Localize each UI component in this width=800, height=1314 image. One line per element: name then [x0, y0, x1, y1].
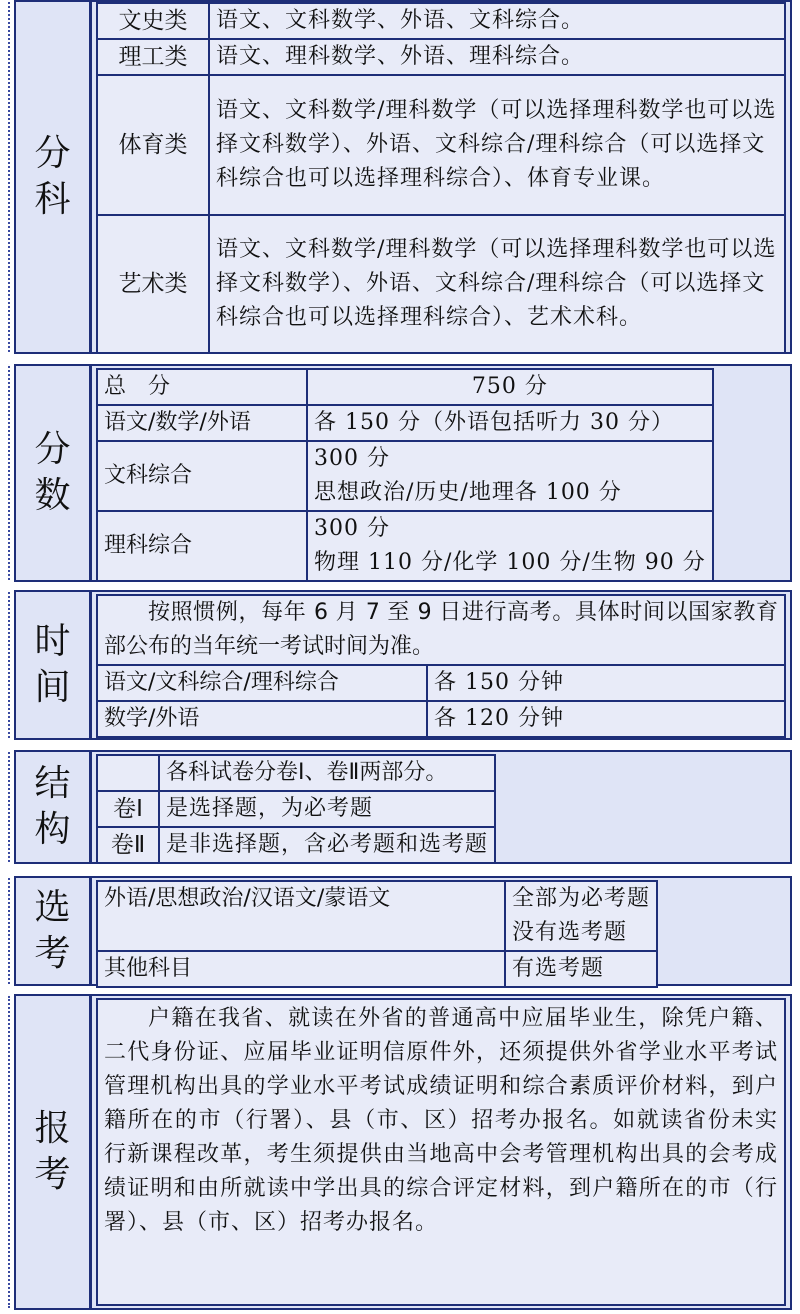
- fenke-table: [96, 2, 786, 354]
- section-xuankao: [14, 876, 792, 986]
- xuankao-table: [96, 880, 658, 988]
- paper-part-desc: 是非选择题，含必考题和选考题: [159, 827, 495, 863]
- fenshu-table: [96, 368, 714, 582]
- structure-intro: 各科试卷分卷Ⅰ、卷Ⅱ两部分。: [159, 755, 495, 791]
- score-value: [307, 369, 713, 405]
- section-label-jiegou: [16, 752, 92, 862]
- section-label-fenke: [16, 2, 92, 352]
- table-row: [97, 3, 785, 39]
- table-row: [97, 75, 785, 215]
- table-row: [97, 39, 785, 75]
- score-line: 300 分: [314, 516, 390, 541]
- section-label-baokao: [16, 996, 92, 1308]
- table-row: [97, 441, 713, 511]
- label-char: 结: [34, 763, 71, 804]
- score-line: 750 分: [471, 374, 548, 399]
- time-intro: 按照惯例，每年 6 月 7 至 9 日进行高考。具体时间以国家教育部公布的当年统一考试时间为准。: [97, 595, 785, 665]
- section-label-shijian: [16, 592, 92, 738]
- subject-name: 文科综合: [97, 441, 307, 511]
- subject-name: 语文/文科综合/理科综合: [97, 665, 427, 701]
- subject-name: 总 分: [97, 369, 307, 405]
- section-label-xuankao: [16, 878, 92, 984]
- label-char: 时: [34, 621, 71, 662]
- score-value: [307, 405, 713, 441]
- category-name: 艺术类: [97, 215, 209, 353]
- blank-cell: [97, 755, 159, 791]
- table-row: [97, 951, 657, 987]
- label-char: 数: [34, 475, 71, 516]
- elective-line: 全部为必考题: [512, 886, 651, 911]
- duration-value: 各 150 分钟: [427, 665, 785, 701]
- table-row: [97, 701, 785, 737]
- jiegou-table: [96, 754, 496, 864]
- elective-value: [505, 881, 657, 951]
- label-char: 分: [34, 429, 71, 470]
- table-row: [97, 881, 657, 951]
- category-content: 语文、文科数学/理科数学（可以选择理科数学也可以选择文科数学）、外语、文科综合/理科综合（可以选择文科综合也可以选择理科综合）、艺术术科。: [209, 215, 785, 353]
- category-name: 体育类: [97, 75, 209, 215]
- table-row: [97, 369, 713, 405]
- shijian-table: [96, 594, 786, 738]
- subject-name: 外语/思想政治/汉语文/蒙语文: [97, 881, 505, 951]
- elective-line: 有选考题: [512, 956, 605, 981]
- table-row: [97, 215, 785, 353]
- paper-part: 卷Ⅱ: [97, 827, 159, 863]
- category-content: 语文、文科数学、外语、文科综合。: [209, 3, 785, 39]
- score-detail: 思想政治/历史/地理各 100 分: [314, 480, 622, 505]
- score-line: 300 分: [314, 446, 390, 471]
- table-row: [97, 511, 713, 581]
- section-shijian: [14, 590, 792, 740]
- subject-name: 其他科目: [97, 951, 505, 987]
- label-char: 科: [34, 179, 71, 220]
- table-row: [97, 827, 495, 863]
- category-content: 语文、理科数学、外语、理科综合。: [209, 39, 785, 75]
- section-label-fenshu: [16, 366, 92, 580]
- subject-name: 数学/外语: [97, 701, 427, 737]
- label-char: 构: [34, 809, 71, 850]
- label-char: 报: [34, 1108, 71, 1149]
- registration-text: 户籍在我省、就读在外省的普通高中应届毕业生，除凭户籍、二代身份证、应届毕业证明信原件外，还须提供外省学业水平考试管理机构出具的学业水平考试成绩证明和综合素质评价材料，到户籍所在的市（行署）、县（市、区）招考办报名。如就读省份未实行新课程改革，考生须提供由当地高中会考管理机构出具的会考成绩证明和由所就读中学出具的综合评定材料，到户籍所在的市（行署）、县（市、区）招考办报名。: [97, 999, 785, 1305]
- elective-line: 没有选考题: [512, 920, 628, 945]
- section-fenke: [14, 0, 792, 354]
- paper-part-desc: 是选择题，为必考题: [159, 791, 495, 827]
- baokao-table: [96, 998, 786, 1306]
- subject-name: 语文/数学/外语: [97, 405, 307, 441]
- table-row: [97, 405, 713, 441]
- label-char: 考: [34, 1154, 71, 1195]
- section-jiegou: [14, 750, 792, 864]
- label-char: 考: [34, 933, 71, 974]
- score-value: [307, 441, 713, 511]
- section-baokao: [14, 994, 792, 1310]
- table-row: [97, 595, 785, 665]
- subject-name: 理科综合: [97, 511, 307, 581]
- score-detail: 物理 110 分/化学 100 分/生物 90 分: [314, 550, 706, 575]
- label-char: 间: [34, 667, 71, 708]
- category-name: 理工类: [97, 39, 209, 75]
- category-content: 语文、文科数学/理科数学（可以选择理科数学也可以选择文科数学）、外语、文科综合/理科综合（可以选择文科综合也可以选择理科综合）、体育专业课。: [209, 75, 785, 215]
- table-row: [97, 665, 785, 701]
- section-fenshu: [14, 364, 792, 582]
- duration-value: 各 120 分钟: [427, 701, 785, 737]
- score-line: 各 150 分（外语包括听力 30 分）: [314, 410, 674, 435]
- score-value: [307, 511, 713, 581]
- paper-part: 卷Ⅰ: [97, 791, 159, 827]
- label-char: 选: [34, 887, 71, 928]
- label-char: 分: [34, 133, 71, 174]
- category-name: 文史类: [97, 3, 209, 39]
- table-row: [97, 999, 785, 1305]
- table-row: [97, 755, 495, 791]
- elective-value: [505, 951, 657, 987]
- table-row: [97, 791, 495, 827]
